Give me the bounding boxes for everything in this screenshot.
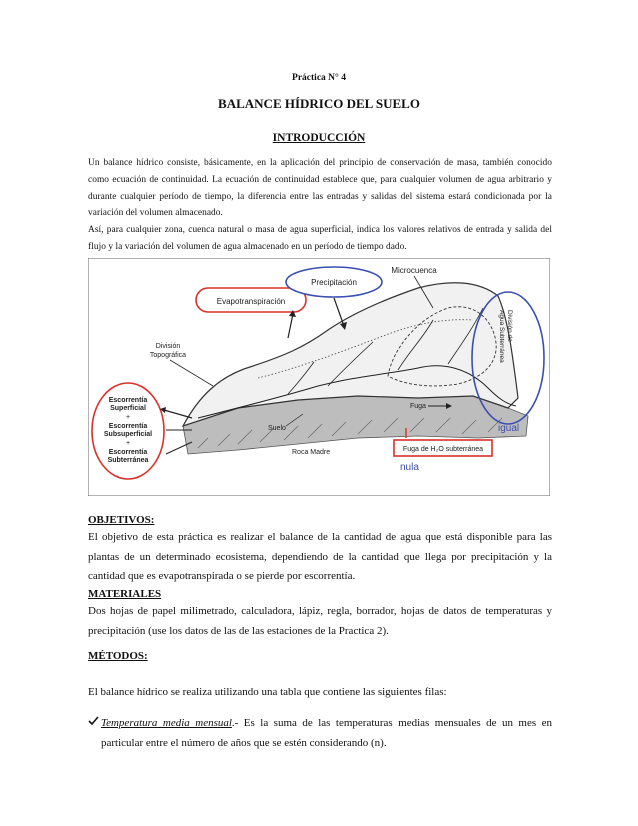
- materials-text: Dos hojas de papel milimetrado, calculadora, lápiz, regla, borrador, hojas de datos de temperaturas y precipitación (use los datos de las de las estaciones de la Practica 2).: [88, 605, 552, 637]
- intro-paragraph-2: Así, para cualquier zona, cuenca natural o masa de agua superficial, indica los valores relativos de entrada y salida del flujo y la variación del volumen de agua almacenado en un período de tiempo dado.: [88, 225, 552, 252]
- runoff-label-6: Subterránea: [107, 457, 149, 464]
- topographic-division-label-1: División: [155, 343, 181, 350]
- runoff-label-2: Superficial: [110, 405, 146, 412]
- microcatchment-label: Microcuenca: [391, 266, 437, 275]
- bullet-item: [88, 714, 552, 753]
- intro-paragraph-1: Un balance hídrico consiste, básicamente, en la aplicación del principio de conservación de masa, también conocido como ecuación de continuidad. La ecuación de continuidad establece que, para cualquier volumen de agua arbitrario y durante cualquier período de tiempo, la diferencia entre las entradas y salidas del sistema estará condicionada por la variación del volumen almacenado.: [88, 158, 552, 219]
- materials-title: MATERIALES: [88, 588, 162, 600]
- evapotranspiration-label: Evapotranspiración: [216, 297, 286, 306]
- runoff-label-3: Escorrentía: [108, 423, 148, 430]
- methods-section: [88, 648, 552, 664]
- objectives-section: [88, 512, 552, 587]
- bullet-text-block: [88, 714, 552, 753]
- bullet-description: .- Es la suma de las temperaturas medias mensuales de un mes en particular entre el número de años que se estén considerando (n).: [101, 717, 552, 749]
- runoff-label-1: Escorrentía: [108, 397, 148, 404]
- groundwater-leak-label: Fuga de H₂O subterránea: [402, 446, 484, 453]
- objectives-text: El objetivo de esta práctica es realizar el balance de la cantidad de agua que está disponible para las plantas de un determinado ecosistema, dependiendo de la cantidad que llega por precipitación y la cantidad que es evapotranspirada o se pierde por escorrentía.: [88, 531, 552, 582]
- null-label: nula: [400, 462, 419, 473]
- leak-label: Fuga: [410, 403, 426, 410]
- watershed-diagram: [88, 258, 550, 496]
- soil-label: Suelo: [268, 425, 286, 432]
- materials-section: [88, 586, 552, 641]
- checkmark-icon: [88, 714, 100, 734]
- runoff-label-4: Subsuperficial: [103, 431, 153, 438]
- runoff-plus-2: +: [125, 440, 131, 447]
- bullet-term: Temperatura media mensual: [101, 717, 232, 729]
- objectives-title: OBJETIVOS:: [88, 514, 155, 526]
- groundwater-division-label-2: Agua Subterránea: [498, 310, 505, 363]
- precipitation-label: Precipitación: [311, 278, 357, 287]
- methods-text: El balance hídrico se realiza utilizando una tabla que contiene las siguientes filas:: [88, 686, 447, 698]
- bedrock-label: Roca Madre: [292, 449, 331, 456]
- intro-heading: INTRODUCCIÓN: [272, 132, 366, 144]
- topographic-division-label-2: Topográfica: [149, 352, 187, 359]
- methods-title: MÉTODOS:: [88, 650, 148, 662]
- equal-label: igual: [498, 423, 520, 434]
- runoff-label-5: Escorrentía: [108, 449, 148, 456]
- practice-number: Práctica N° 4: [292, 73, 346, 83]
- document-title: BALANCE HÍDRICO DEL SUELO: [218, 96, 420, 111]
- groundwater-division-label-1: División de: [506, 310, 513, 342]
- runoff-plus-1: +: [125, 414, 131, 421]
